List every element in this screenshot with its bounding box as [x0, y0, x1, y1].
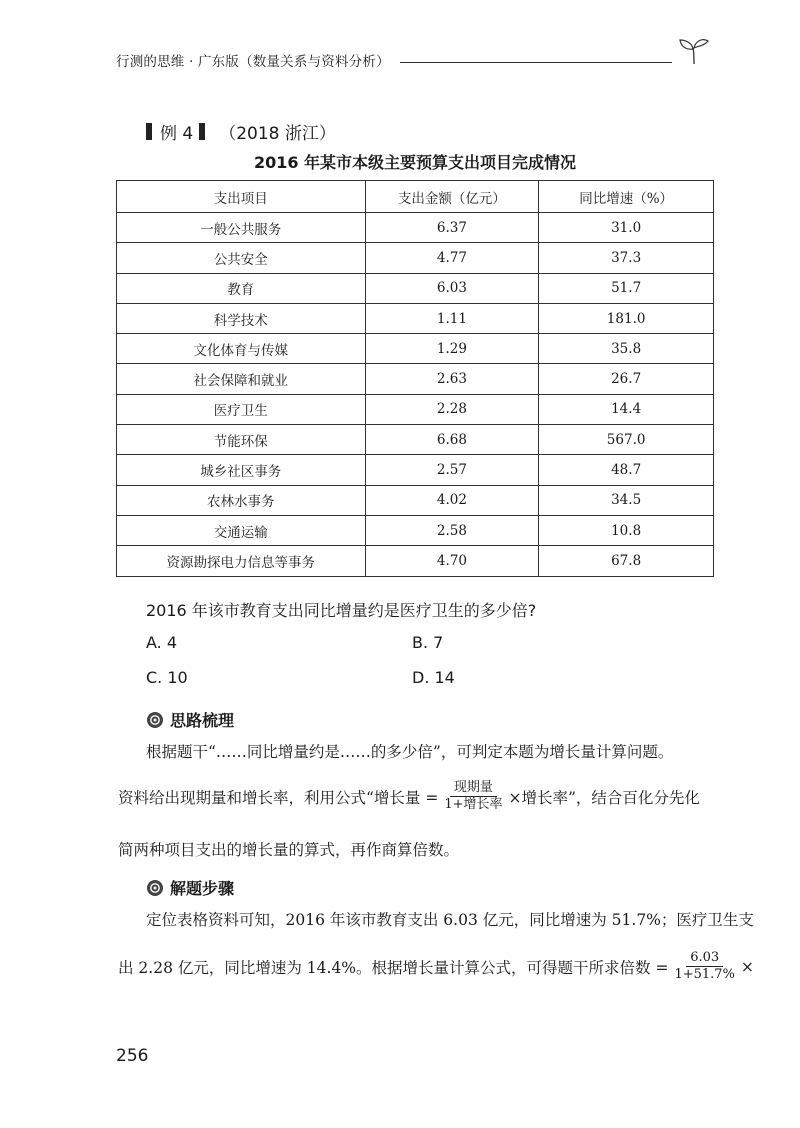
- item-cell: 交通运输: [117, 515, 366, 545]
- amount-cell: 6.68: [365, 425, 539, 455]
- amount-cell: 4.70: [365, 546, 539, 576]
- table-row: [117, 334, 714, 364]
- amount-cell: 6.37: [365, 213, 539, 243]
- running-header-title: 行测的思维 · 广东版（数量关系与资料分析）: [116, 54, 390, 70]
- amount-cell: 4.02: [365, 485, 539, 515]
- growth-cell: 51.7: [539, 273, 714, 303]
- table-row: [117, 364, 714, 394]
- table-row: [117, 485, 714, 515]
- item-cell: 一般公共服务: [117, 213, 366, 243]
- analysis-line-2: [118, 780, 700, 814]
- section-heading-text: 思路梳理: [170, 711, 235, 730]
- growth-cell: 181.0: [539, 303, 714, 333]
- growth-cell: 37.3: [539, 243, 714, 273]
- growth-cell: 567.0: [539, 425, 714, 455]
- item-cell: 科学技术: [117, 303, 366, 333]
- growth-cell: 35.8: [539, 334, 714, 364]
- solution-line-2: [118, 950, 754, 984]
- item-cell: 文化体育与传媒: [117, 334, 366, 364]
- table-title: 2016 年某市本级主要预算支出项目完成情况: [253, 153, 577, 172]
- option-a: A. 4: [146, 633, 178, 652]
- item-cell: 城乡社区事务: [117, 455, 366, 485]
- example-source: （2018 浙江）: [219, 124, 336, 144]
- section-heading-analysis: [146, 708, 234, 731]
- item-cell: 农林水事务: [117, 485, 366, 515]
- formula-suffix: ×增长率”，结合百化分先化: [508, 788, 700, 807]
- growth-cell: 31.0: [539, 213, 714, 243]
- growth-cell: 48.7: [539, 455, 714, 485]
- item-cell: 医疗卫生: [117, 394, 366, 424]
- amount-cell: 1.11: [365, 303, 539, 333]
- column-header: 同比增速（%）: [539, 181, 714, 213]
- option-b: B. 7: [412, 633, 444, 652]
- item-cell: 资源勘探电力信息等事务: [117, 546, 366, 576]
- analysis-line-3: 简两种项目支出的增长量的算式，再作商算倍数。: [118, 841, 460, 859]
- item-cell: 公共安全: [117, 243, 366, 273]
- item-cell: 社会保障和就业: [117, 364, 366, 394]
- table-row: [117, 546, 714, 576]
- amount-cell: 2.63: [365, 364, 539, 394]
- question-text: 2016 年该市教育支出同比增量约是医疗卫生的多少倍?: [146, 601, 537, 620]
- formula-prefix: 资料给出现期量和增长率，利用公式“增长量 =: [118, 788, 439, 807]
- option-c: C. 10: [146, 668, 188, 687]
- table-row: [117, 425, 714, 455]
- table-row: [117, 515, 714, 545]
- growth-cell: 34.5: [539, 485, 714, 515]
- table-header-row: [117, 181, 714, 213]
- amount-cell: 4.77: [365, 243, 539, 273]
- solution-suffix: ×: [740, 957, 754, 976]
- item-cell: 教育: [117, 273, 366, 303]
- column-header: 支出项目: [117, 181, 366, 213]
- gear-bullet-icon: [146, 711, 164, 729]
- growth-cell: 10.8: [539, 515, 714, 545]
- option-d: D. 14: [412, 668, 455, 687]
- table-row: [117, 394, 714, 424]
- table-row: [117, 273, 714, 303]
- table-row: [117, 455, 714, 485]
- growth-cell: 26.7: [539, 364, 714, 394]
- table-row: [117, 243, 714, 273]
- solution-prefix: 出 2.28 亿元，同比增速为 14.4%。根据增长量计算公式，可得题干所求倍数 =: [118, 958, 669, 977]
- amount-cell: 6.03: [365, 273, 539, 303]
- sprout-icon: [674, 36, 714, 66]
- amount-cell: 2.28: [365, 394, 539, 424]
- fraction-numerator: 6.03: [686, 950, 723, 967]
- amount-cell: 1.29: [365, 334, 539, 364]
- fraction-denominator: 1+51.7%: [674, 967, 735, 983]
- fraction-numerator: 现期量: [450, 780, 497, 797]
- section-heading-solution: [146, 876, 234, 899]
- page-number: 256: [116, 1046, 149, 1066]
- amount-cell: 2.57: [365, 455, 539, 485]
- table-row: [117, 303, 714, 333]
- amount-cell: 2.58: [365, 515, 539, 545]
- solution-fraction: [670, 950, 738, 984]
- analysis-line-1: 根据题干“……同比增量约是……的多少倍”，可判定本题为增长量计算问题。: [146, 743, 674, 761]
- header-rule: [400, 62, 672, 63]
- example-label: [146, 119, 336, 144]
- formula-fraction: [440, 780, 506, 814]
- table-row: [117, 213, 714, 243]
- item-cell: 节能环保: [117, 425, 366, 455]
- solution-line-1: 定位表格资料可知，2016 年该市教育支出 6.03 亿元，同比增速为 51.7%；医疗卫生支: [146, 911, 754, 929]
- gear-bullet-icon: [146, 879, 164, 897]
- data-table: [116, 180, 714, 577]
- section-heading-text: 解题步骤: [170, 879, 235, 898]
- growth-cell: 14.4: [539, 394, 714, 424]
- column-header: 支出金额（亿元）: [365, 181, 539, 213]
- label-bar-right: [199, 123, 205, 140]
- label-bar-left: [146, 123, 152, 140]
- example-number: 例 4: [160, 124, 194, 144]
- growth-cell: 67.8: [539, 546, 714, 576]
- fraction-denominator: 1+增长率: [444, 797, 503, 813]
